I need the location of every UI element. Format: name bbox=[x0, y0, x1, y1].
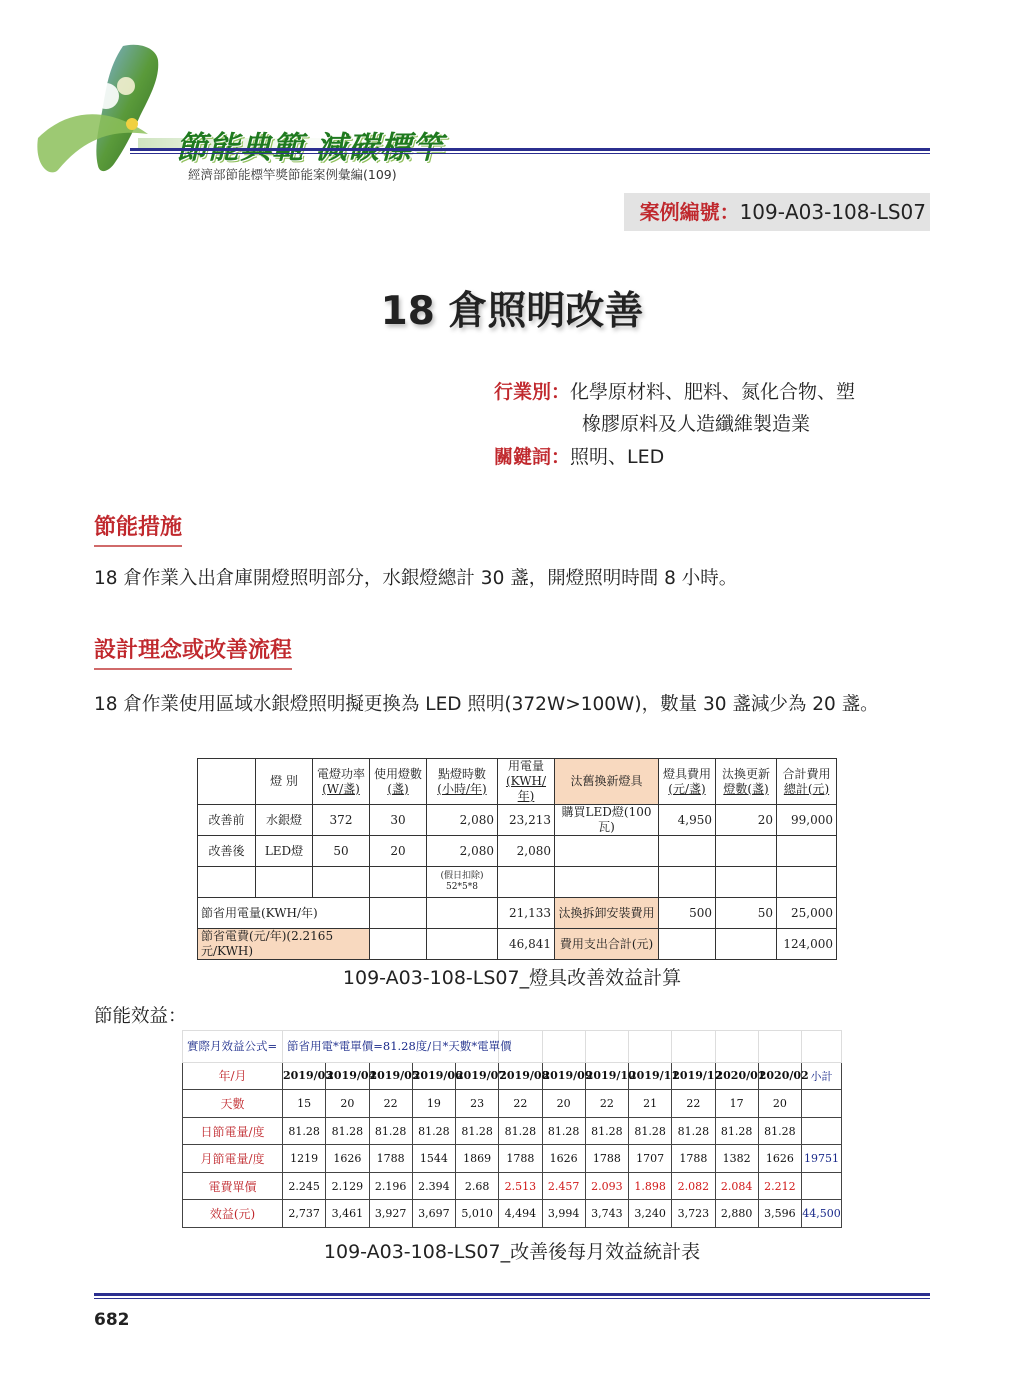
t2-row-monthly bbox=[183, 1145, 842, 1173]
t1-header-total-2: 總計(元) bbox=[783, 781, 830, 796]
t1-install-label: 汰換拆卸安裝費用 bbox=[555, 898, 659, 929]
t1-saved-cost-label: 節省電費(元/年)(2.2165元/KWH) bbox=[198, 929, 370, 960]
t1-before-kwh: 23,213 bbox=[498, 805, 555, 836]
t2-price-cell: 2.212 bbox=[758, 1172, 801, 1200]
t2-benefit-cell: 3,596 bbox=[758, 1200, 801, 1228]
t2-days-cell: 20 bbox=[542, 1090, 585, 1118]
t2-months-cell: 2019/11 bbox=[629, 1062, 672, 1090]
case-number-label: 案例編號： bbox=[639, 200, 740, 224]
t1-header-hours bbox=[427, 759, 498, 805]
table1-caption: 109-A03-108-LS07_燈具改善效益計算 bbox=[342, 967, 682, 989]
t2-monthly_kwh-cell: 1626 bbox=[326, 1145, 369, 1173]
t1-after-empty-2 bbox=[659, 836, 716, 867]
t1-before-power: 372 bbox=[313, 805, 370, 836]
benefit-label: 節能效益： bbox=[94, 1006, 187, 1027]
t2-days-cell: 20 bbox=[758, 1090, 801, 1118]
t1-note-empty-6 bbox=[555, 867, 659, 898]
t1-note-2: 52*5*8 bbox=[446, 882, 478, 892]
t2-daily_kwh-cell: 81.28 bbox=[499, 1117, 542, 1145]
section-heading-design: 設計理念或改善流程 bbox=[94, 633, 292, 670]
t2-daily_kwh-cell: 81.28 bbox=[369, 1117, 412, 1145]
t1-header-kwh bbox=[498, 759, 555, 805]
t1-header-fixture-cost-1: 燈具費用 bbox=[662, 766, 711, 781]
t1-install-unit: 500 bbox=[659, 898, 716, 929]
t2-row-daily bbox=[183, 1117, 842, 1145]
t1-header-replacement: 汰舊換新燈具 bbox=[555, 759, 659, 805]
t1-note-empty-9 bbox=[777, 867, 837, 898]
t2-days-cell: 22 bbox=[369, 1090, 412, 1118]
t2-benefit-cell: 3,927 bbox=[369, 1200, 412, 1228]
table2-caption: 109-A03-108-LS07_改善後每月效益統計表 bbox=[323, 1241, 701, 1263]
t2-days-subtotal bbox=[802, 1090, 842, 1118]
t2-price-cell: 2.68 bbox=[456, 1172, 499, 1200]
t2-months-cell: 2019/10 bbox=[585, 1062, 628, 1090]
section-text-design: 18 倉作業使用區域水銀燈照明擬更換為 LED 照明(372W>100W)，數量 30 盞減少為 20 盞。 bbox=[94, 694, 879, 715]
t1-note-empty-1 bbox=[198, 867, 256, 898]
t2-days-cell: 23 bbox=[456, 1090, 499, 1118]
t2-days-cell: 19 bbox=[412, 1090, 455, 1118]
t2-row-benefit bbox=[183, 1200, 842, 1228]
t2-label-daily: 日節電量/度 bbox=[183, 1117, 283, 1145]
t2-benefit-cell: 2,737 bbox=[283, 1200, 326, 1228]
t1-note-empty-5 bbox=[498, 867, 555, 898]
t1-before-item: 購買LED燈(100瓦) bbox=[555, 805, 659, 836]
t2-months-cell: 2019/06 bbox=[412, 1062, 455, 1090]
t2-label-benefit: 效益(元) bbox=[183, 1200, 283, 1228]
t1-before-count: 30 bbox=[370, 805, 427, 836]
t2-daily_kwh-cell: 81.28 bbox=[456, 1117, 499, 1145]
t1-before-unit-cost: 4,950 bbox=[659, 805, 716, 836]
t2-formula-label: 實際月效益公式= bbox=[183, 1031, 283, 1063]
t1-header-count-1: 使用燈數 bbox=[373, 766, 422, 781]
t2-price-cell: 2.394 bbox=[412, 1172, 455, 1200]
t2-label-month: 年/月 bbox=[183, 1062, 283, 1090]
header-rule-thin bbox=[130, 153, 930, 154]
t1-header-total-1: 合計費用 bbox=[782, 766, 831, 781]
t2-monthly_kwh-cell: 1626 bbox=[542, 1145, 585, 1173]
t2-formula-empty-8 bbox=[802, 1031, 842, 1063]
t2-months-cell: 2019/03 bbox=[283, 1062, 326, 1090]
t2-price-cell: 1.898 bbox=[629, 1172, 672, 1200]
t2-benefit-cell: 4,494 bbox=[499, 1200, 542, 1228]
t2-months-cell: 2019/08 bbox=[499, 1062, 542, 1090]
t2-days-cell: 20 bbox=[326, 1090, 369, 1118]
case-number bbox=[624, 193, 930, 231]
t2-price-cell: 2.513 bbox=[499, 1172, 542, 1200]
t2-benefit-cell: 5,010 bbox=[456, 1200, 499, 1228]
t1-before-hours: 2,080 bbox=[427, 805, 498, 836]
t2-price-cell: 2.082 bbox=[672, 1172, 715, 1200]
t2-daily_kwh-cell: 81.28 bbox=[283, 1117, 326, 1145]
t1-after-empty-1 bbox=[555, 836, 659, 867]
t1-after-empty-3 bbox=[716, 836, 777, 867]
t1-total-empty-1 bbox=[659, 929, 716, 960]
t2-formula-empty-4 bbox=[629, 1031, 672, 1063]
t1-row-saved-cost bbox=[198, 929, 837, 960]
t2-daily_kwh-cell: 81.28 bbox=[629, 1117, 672, 1145]
brand-logo bbox=[28, 38, 408, 188]
t1-saved-kwh-empty-2 bbox=[427, 898, 498, 929]
t1-saved-cost-empty-1 bbox=[370, 929, 427, 960]
case-number-value: 109-A03-108-LS07 bbox=[739, 200, 926, 224]
t1-total-empty-2 bbox=[716, 929, 777, 960]
t2-price-subtotal bbox=[802, 1172, 842, 1200]
t2-monthly_kwh-cell: 1544 bbox=[412, 1145, 455, 1173]
keyword-value: 照明、LED bbox=[570, 446, 665, 468]
industry-label: 行業別： bbox=[494, 381, 571, 403]
t2-months-subtotal: 小計 bbox=[802, 1062, 842, 1090]
t1-header-count-2: (盞) bbox=[387, 781, 409, 796]
t2-monthly_kwh-cell: 1788 bbox=[499, 1145, 542, 1173]
t1-header-hours-1: 點燈時數 bbox=[437, 766, 486, 781]
t2-formula-empty-6 bbox=[715, 1031, 758, 1063]
t1-total-label: 費用支出合計(元) bbox=[555, 929, 659, 960]
t2-row-days bbox=[183, 1090, 842, 1118]
footer-rule-thin bbox=[94, 1298, 930, 1299]
t1-header-type: 燈 別 bbox=[256, 759, 313, 805]
t1-grand-total: 124,000 bbox=[777, 929, 837, 960]
t2-monthly_kwh-cell: 1382 bbox=[715, 1145, 758, 1173]
t1-header-blank bbox=[198, 759, 256, 805]
t1-after-hours: 2,080 bbox=[427, 836, 498, 867]
t1-after-kwh: 2,080 bbox=[498, 836, 555, 867]
t2-row-price bbox=[183, 1172, 842, 1200]
t2-days-cell: 17 bbox=[715, 1090, 758, 1118]
t2-months-cell: 2019/04 bbox=[326, 1062, 369, 1090]
section-text-measures: 18 倉作業入出倉庫開燈照明部分，水銀燈總計 30 盞，開燈照明時間 8 小時。 bbox=[94, 568, 738, 589]
t1-note-empty-3 bbox=[313, 867, 370, 898]
t2-price-cell: 2.457 bbox=[542, 1172, 585, 1200]
page-title: 18 倉照明改善 bbox=[380, 289, 644, 334]
industry-value-2: 橡膠原料及人造纖維製造業 bbox=[582, 413, 811, 435]
t2-daily_kwh-cell: 81.28 bbox=[672, 1117, 715, 1145]
t2-months-cell: 2019/07 bbox=[456, 1062, 499, 1090]
t2-daily_kwh-cell: 81.28 bbox=[715, 1117, 758, 1145]
t2-days-cell: 22 bbox=[499, 1090, 542, 1118]
t2-monthly_kwh-cell: 1869 bbox=[456, 1145, 499, 1173]
t2-monthly_kwh-cell: 1707 bbox=[629, 1145, 672, 1173]
t2-days-cell: 21 bbox=[629, 1090, 672, 1118]
brand-subtitle: 經濟部節能標竿獎節能案例彙編(109) bbox=[188, 167, 397, 182]
t2-monthly_kwh-cell: 1788 bbox=[585, 1145, 628, 1173]
page-number: 682 bbox=[94, 1310, 130, 1330]
t2-days-cell: 15 bbox=[283, 1090, 326, 1118]
t1-row-note bbox=[198, 867, 837, 898]
t2-price-cell: 2.245 bbox=[283, 1172, 326, 1200]
keyword-line bbox=[494, 442, 664, 469]
t2-price-cell: 2.084 bbox=[715, 1172, 758, 1200]
t1-header-hours-2: (小時/年) bbox=[437, 781, 487, 796]
t1-header-count bbox=[370, 759, 427, 805]
t1-install-total: 25,000 bbox=[777, 898, 837, 929]
t2-benefit-cell: 3,461 bbox=[326, 1200, 369, 1228]
t1-install-qty: 50 bbox=[716, 898, 777, 929]
t2-days-cell: 22 bbox=[672, 1090, 715, 1118]
keyword-label: 關鍵詞： bbox=[494, 446, 571, 468]
t1-header-total bbox=[777, 759, 837, 805]
t2-months-cell: 2019/05 bbox=[369, 1062, 412, 1090]
t1-note-empty-4 bbox=[370, 867, 427, 898]
t2-monthly_kwh-cell: 1788 bbox=[369, 1145, 412, 1173]
t2-benefit-cell: 3,240 bbox=[629, 1200, 672, 1228]
t2-daily_kwh-cell: 81.28 bbox=[542, 1117, 585, 1145]
t2-daily_kwh-cell: 81.28 bbox=[585, 1117, 628, 1145]
t2-formula-empty-5 bbox=[672, 1031, 715, 1063]
t2-benefit-subtotal: 44,500 bbox=[802, 1200, 842, 1228]
t2-monthly_kwh-subtotal: 19751 bbox=[802, 1145, 842, 1173]
t2-benefit-cell: 3,743 bbox=[585, 1200, 628, 1228]
t1-note-empty-8 bbox=[716, 867, 777, 898]
t1-note-1: (假日扣除) bbox=[440, 871, 484, 881]
t2-benefit-cell: 3,994 bbox=[542, 1200, 585, 1228]
t1-header-replace-count bbox=[716, 759, 777, 805]
t1-header-kwh-2: (KWH/年) bbox=[505, 774, 547, 803]
t2-formula: 節省用電*電單價=81.28度/日*天數*電單價 bbox=[283, 1031, 499, 1063]
fixture-benefit-table bbox=[197, 758, 837, 960]
t1-header-fixture-cost bbox=[659, 759, 716, 805]
t1-before-total: 99,000 bbox=[777, 805, 837, 836]
section-heading-measures: 節能措施 bbox=[94, 510, 182, 547]
t2-daily_kwh-subtotal bbox=[802, 1117, 842, 1145]
t1-before-type: 水銀燈 bbox=[256, 805, 313, 836]
t1-after-count: 20 bbox=[370, 836, 427, 867]
t2-months-cell: 2020/01 bbox=[715, 1062, 758, 1090]
t1-saved-cost-empty-2 bbox=[427, 929, 498, 960]
t1-header-power-1: 電燈功率 bbox=[316, 766, 365, 781]
t2-price-cell: 2.129 bbox=[326, 1172, 369, 1200]
t2-formula-row bbox=[183, 1031, 842, 1063]
t1-note-empty-2 bbox=[256, 867, 313, 898]
brand-title bbox=[176, 122, 444, 167]
t2-label-days: 天數 bbox=[183, 1090, 283, 1118]
t1-row-after bbox=[198, 836, 837, 867]
monthly-benefit-table bbox=[182, 1030, 842, 1228]
t1-header-kwh-1: 用電量 bbox=[507, 759, 544, 773]
t1-note-empty-7 bbox=[659, 867, 716, 898]
t2-formula-empty-7 bbox=[758, 1031, 801, 1063]
t1-before-label: 改善前 bbox=[198, 805, 256, 836]
t1-note bbox=[427, 867, 498, 898]
t1-after-label: 改善後 bbox=[198, 836, 256, 867]
t2-daily_kwh-cell: 81.28 bbox=[326, 1117, 369, 1145]
industry-value-1: 化學原材料、肥料、氮化合物、塑 bbox=[570, 381, 856, 403]
t2-price-cell: 2.196 bbox=[369, 1172, 412, 1200]
t2-row-month bbox=[183, 1062, 842, 1090]
t2-label-price: 電費單價 bbox=[183, 1172, 283, 1200]
t1-header-replace-count-1: 汰換更新 bbox=[721, 766, 770, 781]
t1-row-saved-kwh bbox=[198, 898, 837, 929]
t2-months-cell: 2020/02 bbox=[758, 1062, 801, 1090]
t2-daily_kwh-cell: 81.28 bbox=[412, 1117, 455, 1145]
t1-after-type: LED燈 bbox=[256, 836, 313, 867]
t2-price-cell: 2.093 bbox=[585, 1172, 628, 1200]
t1-saved-kwh: 21,133 bbox=[498, 898, 555, 929]
t1-header-fixture-cost-2: (元/盞) bbox=[668, 781, 706, 796]
header-rule bbox=[130, 148, 930, 151]
t2-daily_kwh-cell: 81.28 bbox=[758, 1117, 801, 1145]
t1-header-replace-count-2: 燈數(盞) bbox=[723, 781, 769, 796]
industry-line-1 bbox=[494, 377, 855, 404]
t1-row-before bbox=[198, 805, 837, 836]
t1-saved-cost: 46,841 bbox=[498, 929, 555, 960]
t2-benefit-cell: 3,723 bbox=[672, 1200, 715, 1228]
t1-header-power-2: (W/盞) bbox=[322, 781, 360, 796]
t2-benefit-cell: 3,697 bbox=[412, 1200, 455, 1228]
t2-formula-empty-3 bbox=[585, 1031, 628, 1063]
t2-months-cell: 2019/09 bbox=[542, 1062, 585, 1090]
t2-formula-empty-2 bbox=[542, 1031, 585, 1063]
t2-label-monthly: 月節電量/度 bbox=[183, 1145, 283, 1173]
t2-days-cell: 22 bbox=[585, 1090, 628, 1118]
t2-months-cell: 2019/12 bbox=[672, 1062, 715, 1090]
t1-saved-kwh-empty-1 bbox=[370, 898, 427, 929]
t2-monthly_kwh-cell: 1219 bbox=[283, 1145, 326, 1173]
t2-benefit-cell: 2,880 bbox=[715, 1200, 758, 1228]
t2-monthly_kwh-cell: 1626 bbox=[758, 1145, 801, 1173]
t1-after-power: 50 bbox=[313, 836, 370, 867]
t1-saved-kwh-label: 節省用電量(KWH/年) bbox=[198, 898, 370, 929]
footer-rule bbox=[94, 1293, 930, 1296]
t1-after-empty-4 bbox=[777, 836, 837, 867]
t2-monthly_kwh-cell: 1788 bbox=[672, 1145, 715, 1173]
t1-header-power bbox=[313, 759, 370, 805]
t1-before-qty: 20 bbox=[716, 805, 777, 836]
